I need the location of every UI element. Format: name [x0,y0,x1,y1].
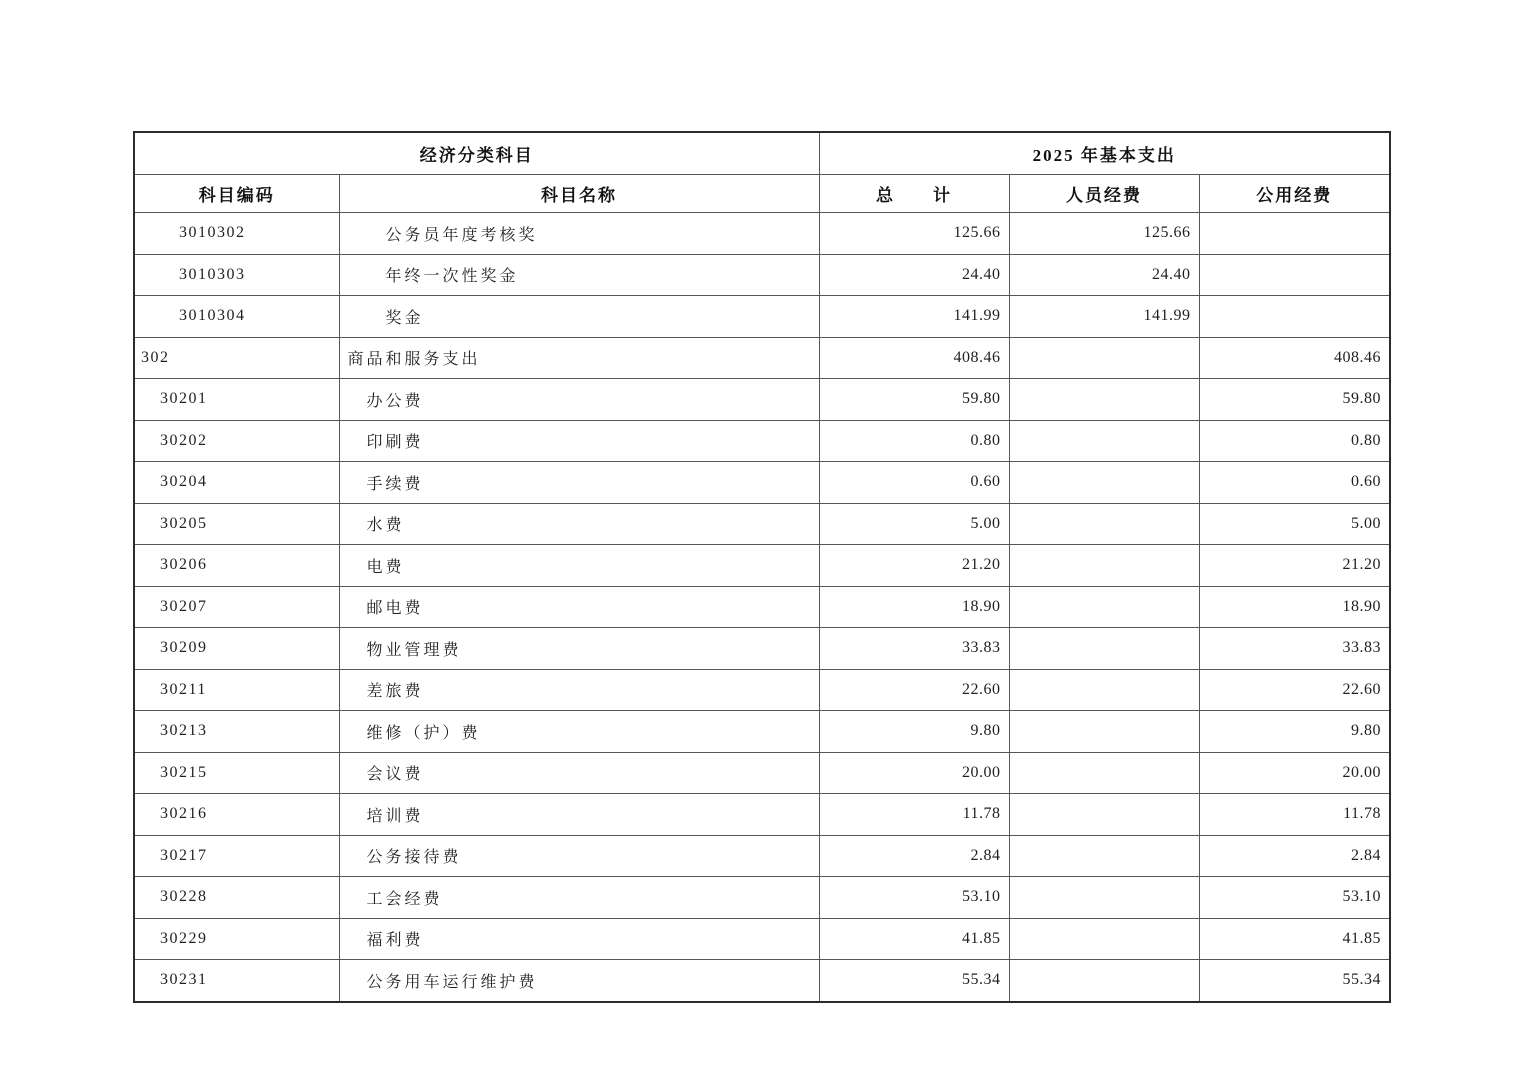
public-value-cell: 20.00 [1199,752,1390,794]
personnel-value-cell [1009,462,1199,504]
table-row [134,752,1390,794]
public-value-cell: 408.46 [1199,337,1390,379]
personnel-value-cell [1009,960,1199,1002]
column-header-total: 总 计 [819,175,1009,213]
table-row [134,711,1390,753]
column-header-public-funds: 公用经费 [1199,175,1390,213]
table-body [134,213,1390,1002]
subject-name-cell: 公务接待费 [339,835,819,877]
table-row [134,420,1390,462]
total-value-cell: 408.46 [819,337,1009,379]
subject-name-cell: 电费 [339,545,819,587]
subject-name-cell: 水费 [339,503,819,545]
personnel-value-cell [1009,337,1199,379]
subject-name-cell: 培训费 [339,794,819,836]
subject-code-cell: 30229 [134,918,339,960]
subject-name-cell: 物业管理费 [339,628,819,670]
personnel-value-cell [1009,586,1199,628]
personnel-value-cell [1009,503,1199,545]
header-columns-row [134,175,1390,213]
total-value-cell: 33.83 [819,628,1009,670]
personnel-value-cell [1009,420,1199,462]
subject-name-cell: 公务用车运行维护费 [339,960,819,1002]
subject-name-cell: 维修（护）费 [339,711,819,753]
subject-code-cell: 3010304 [134,296,339,338]
subject-name-cell: 印刷费 [339,420,819,462]
total-value-cell: 22.60 [819,669,1009,711]
public-value-cell [1199,296,1390,338]
table-header [134,132,1390,213]
subject-code-cell: 30216 [134,794,339,836]
personnel-value-cell [1009,669,1199,711]
subject-name-cell: 邮电费 [339,586,819,628]
total-value-cell: 2.84 [819,835,1009,877]
public-value-cell: 11.78 [1199,794,1390,836]
personnel-value-cell [1009,628,1199,670]
total-value-cell: 9.80 [819,711,1009,753]
total-value-cell: 0.80 [819,420,1009,462]
subject-name-cell: 公务员年度考核奖 [339,213,819,255]
total-value-cell: 41.85 [819,918,1009,960]
total-value-cell: 0.60 [819,462,1009,504]
total-value-cell: 125.66 [819,213,1009,255]
subject-code-cell: 3010303 [134,254,339,296]
table-row [134,254,1390,296]
table-row [134,545,1390,587]
personnel-value-cell [1009,877,1199,919]
table-row [134,296,1390,338]
personnel-value-cell [1009,835,1199,877]
subject-name-cell: 奖金 [339,296,819,338]
public-value-cell: 2.84 [1199,835,1390,877]
personnel-value-cell [1009,379,1199,421]
subject-code-cell: 30201 [134,379,339,421]
public-value-cell: 55.34 [1199,960,1390,1002]
table-row [134,213,1390,255]
subject-name-cell: 福利费 [339,918,819,960]
subject-code-cell: 30215 [134,752,339,794]
header-economic-classification: 经济分类科目 [134,132,819,175]
table-row [134,503,1390,545]
subject-code-cell: 30211 [134,669,339,711]
public-value-cell: 9.80 [1199,711,1390,753]
public-value-cell: 22.60 [1199,669,1390,711]
table-row [134,586,1390,628]
budget-table [133,131,1391,1003]
personnel-value-cell: 125.66 [1009,213,1199,255]
subject-name-cell: 工会经费 [339,877,819,919]
table-row [134,794,1390,836]
total-value-cell: 11.78 [819,794,1009,836]
table-row [134,462,1390,504]
table-row [134,628,1390,670]
total-value-cell: 18.90 [819,586,1009,628]
column-header-subject-code: 科目编码 [134,175,339,213]
table-row [134,337,1390,379]
public-value-cell: 21.20 [1199,545,1390,587]
public-value-cell: 18.90 [1199,586,1390,628]
personnel-value-cell [1009,545,1199,587]
table-row [134,835,1390,877]
personnel-value-cell: 141.99 [1009,296,1199,338]
subject-code-cell: 30228 [134,877,339,919]
subject-code-cell: 3010302 [134,213,339,255]
total-value-cell: 141.99 [819,296,1009,338]
budget-table-container [133,131,1391,1003]
table-row [134,669,1390,711]
personnel-value-cell [1009,752,1199,794]
subject-name-cell: 年终一次性奖金 [339,254,819,296]
public-value-cell [1199,254,1390,296]
table-row [134,877,1390,919]
subject-code-cell: 30217 [134,835,339,877]
table-row [134,379,1390,421]
subject-name-cell: 手续费 [339,462,819,504]
column-header-personnel-funds: 人员经费 [1009,175,1199,213]
subject-name-cell: 商品和服务支出 [339,337,819,379]
total-value-cell: 21.20 [819,545,1009,587]
total-value-cell: 55.34 [819,960,1009,1002]
personnel-value-cell: 24.40 [1009,254,1199,296]
public-value-cell: 59.80 [1199,379,1390,421]
subject-code-cell: 30207 [134,586,339,628]
subject-code-cell: 30206 [134,545,339,587]
total-value-cell: 5.00 [819,503,1009,545]
subject-name-cell: 差旅费 [339,669,819,711]
subject-code-cell: 30205 [134,503,339,545]
public-value-cell [1199,213,1390,255]
header-group-row [134,132,1390,175]
total-value-cell: 24.40 [819,254,1009,296]
subject-code-cell: 30204 [134,462,339,504]
subject-code-cell: 30202 [134,420,339,462]
public-value-cell: 41.85 [1199,918,1390,960]
subject-code-cell: 30213 [134,711,339,753]
total-value-cell: 53.10 [819,877,1009,919]
subject-name-cell: 办公费 [339,379,819,421]
subject-code-cell: 30231 [134,960,339,1002]
table-row [134,918,1390,960]
header-2025-basic-expenditure: 2025 年基本支出 [819,132,1390,175]
public-value-cell: 0.60 [1199,462,1390,504]
personnel-value-cell [1009,711,1199,753]
table-row [134,960,1390,1002]
subject-name-cell: 会议费 [339,752,819,794]
personnel-value-cell [1009,918,1199,960]
total-value-cell: 20.00 [819,752,1009,794]
public-value-cell: 5.00 [1199,503,1390,545]
column-header-subject-name: 科目名称 [339,175,819,213]
public-value-cell: 0.80 [1199,420,1390,462]
subject-code-cell: 30209 [134,628,339,670]
personnel-value-cell [1009,794,1199,836]
public-value-cell: 33.83 [1199,628,1390,670]
subject-code-cell: 302 [134,337,339,379]
total-value-cell: 59.80 [819,379,1009,421]
public-value-cell: 53.10 [1199,877,1390,919]
